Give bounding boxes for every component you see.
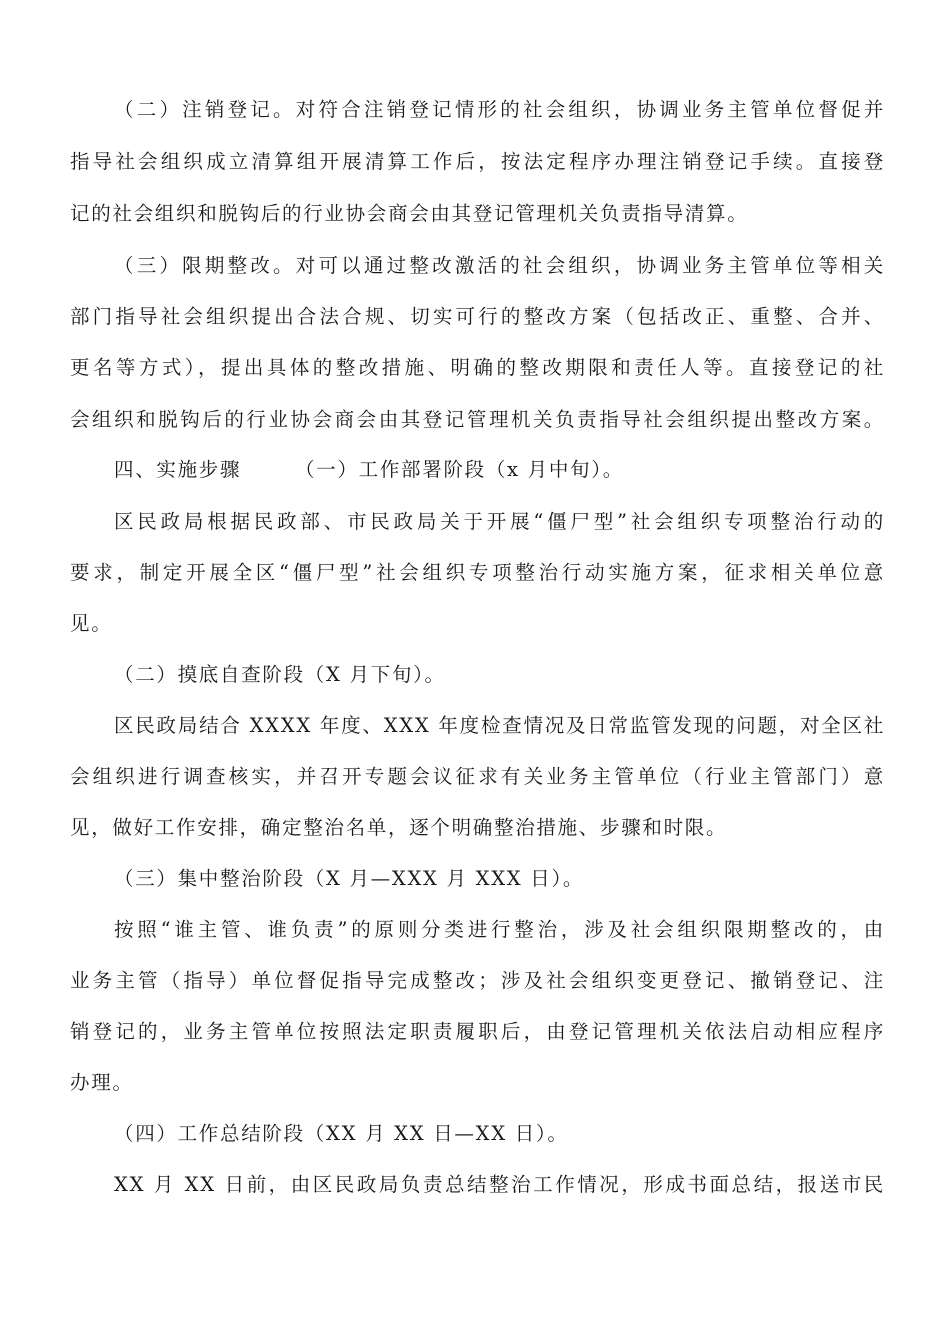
paragraph-line: 销登记的，业务主管单位按照法定职责履职后，由登记管理机关依法启动相应程序	[70, 1020, 885, 1043]
paragraph-line: 办理。	[70, 1071, 134, 1094]
paragraph-line: 区民政局结合 XXXX 年度、XXX 年度检查情况及日常监管发现的问题，对全区社	[114, 714, 885, 737]
paragraph-line: 会组织和脱钩后的行业协会商会由其登记管理机关负责指导社会组织提出整改方案。	[70, 408, 885, 431]
paragraph-line: （三）限期整改。对可以通过整改激活的社会组织，协调业务主管单位等相关	[114, 254, 885, 277]
paragraph-line: 会组织进行调查核实，并召开专题会议征求有关业务主管单位（行业主管部门）意	[70, 765, 885, 788]
paragraph-line: 见，做好工作安排，确定整治名单，逐个明确整治措施、步骤和时限。	[70, 816, 728, 839]
section-heading: 四、实施步骤 （一）工作部署阶段（x 月中旬）。	[114, 458, 624, 481]
subheading: （二）摸底自查阶段（X 月下旬）。	[114, 663, 446, 686]
paragraph-line: XX 月 XX 日前，由区民政局负责总结整治工作情况，形成书面总结，报送市民	[114, 1173, 885, 1196]
subheading: （四）工作总结阶段（XX 月 XX 日—XX 日）。	[114, 1122, 569, 1145]
paragraph-line: 指导社会组织成立清算组开展清算工作后，按法定程序办理注销登记手续。直接登	[70, 150, 885, 173]
paragraph-line: 按照“谁主管、谁负责”的原则分类进行整治，涉及社会组织限期整改的，由	[114, 918, 885, 941]
paragraph-line: 部门指导社会组织提出合法合规、切实可行的整改方案（包括改正、重整、合并、	[70, 305, 885, 328]
subheading: （三）集中整治阶段（X 月—XXX 月 XXX 日）。	[114, 867, 585, 890]
paragraph-line: 要求，制定开展全区“僵尸型”社会组织专项整治行动实施方案，征求相关单位意	[70, 561, 885, 584]
paragraph-line: 记的社会组织和脱钩后的行业协会商会由其登记管理机关负责指导清算。	[70, 202, 749, 225]
paragraph-line: 区民政局根据民政部、市民政局关于开展“僵尸型”社会组织专项整治行动的	[114, 510, 885, 533]
paragraph-line: 见。	[70, 612, 113, 635]
paragraph-line: （二）注销登记。对符合注销登记情形的社会组织，协调业务主管单位督促并	[114, 98, 885, 121]
paragraph-line: 更名等方式），提出具体的整改措施、明确的整改期限和责任人等。直接登记的社	[70, 356, 885, 379]
paragraph-line: 业务主管（指导）单位督促指导完成整改；涉及社会组织变更登记、撤销登记、注	[70, 969, 885, 992]
